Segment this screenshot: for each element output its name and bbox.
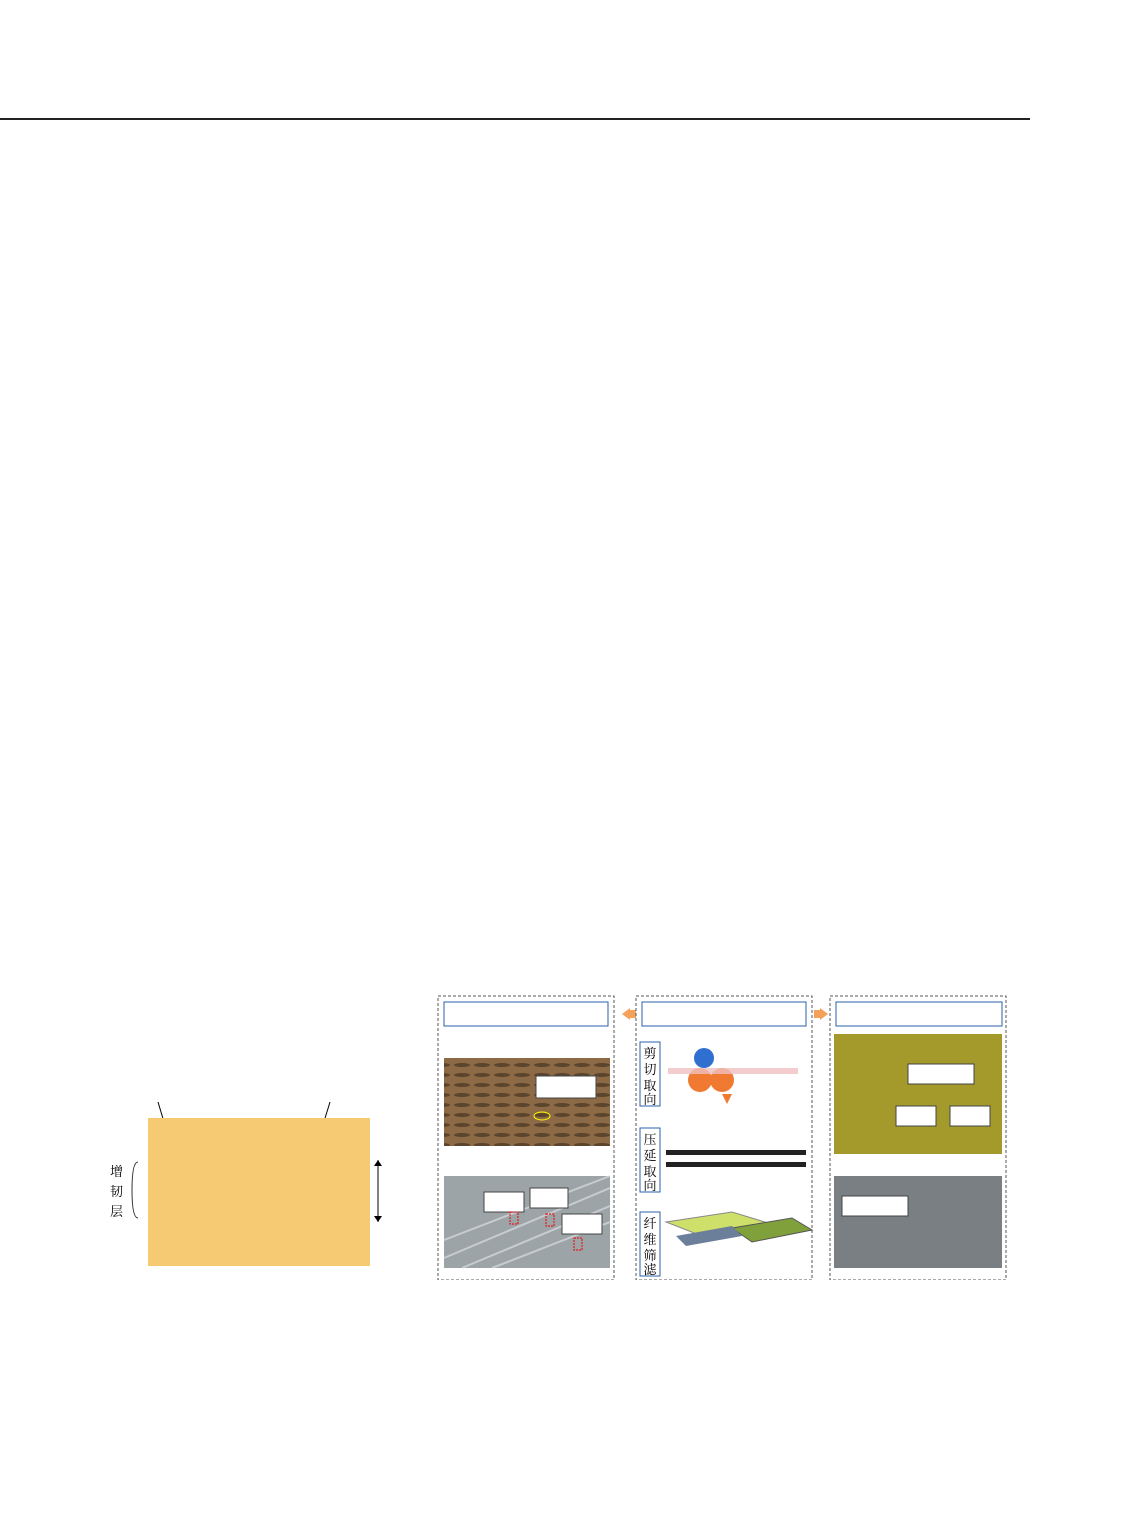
filter-2: 维 (643, 1233, 657, 1248)
panel-1-title-box (444, 1002, 608, 1026)
arrow-right-icon (820, 1008, 828, 1020)
filter-4: 滤 (643, 1263, 657, 1278)
figure-9 (432, 990, 1032, 1280)
shear-orient-4: 向 (643, 1093, 657, 1108)
shear-orient-2: 切 (643, 1063, 657, 1078)
pa-label-box (536, 1076, 596, 1098)
label-layer-3: 层 (110, 1205, 124, 1220)
resin-layer (148, 1118, 370, 1266)
header-rule (0, 118, 1030, 120)
figure-8 (108, 1080, 404, 1270)
down-arrow-icon (722, 1094, 732, 1104)
bmi-sem (834, 1176, 1002, 1268)
arrow-left-icon (622, 1008, 630, 1020)
filter-1: 纤 (643, 1217, 657, 1232)
calender-3: 取 (643, 1165, 657, 1180)
shear-orient-1: 剪 (643, 1047, 657, 1062)
calender-1: 压 (643, 1133, 657, 1148)
label-layer-1: 增 (110, 1165, 124, 1180)
page-footer (720, 1406, 1028, 1430)
label-layer-2: 韧 (110, 1185, 124, 1200)
calender-4: 向 (643, 1179, 657, 1194)
calender-2: 延 (643, 1149, 657, 1164)
bmi-micrograph (834, 1034, 1002, 1154)
filter-3: 筛 (643, 1249, 657, 1264)
shear-orient-3: 取 (643, 1079, 657, 1094)
